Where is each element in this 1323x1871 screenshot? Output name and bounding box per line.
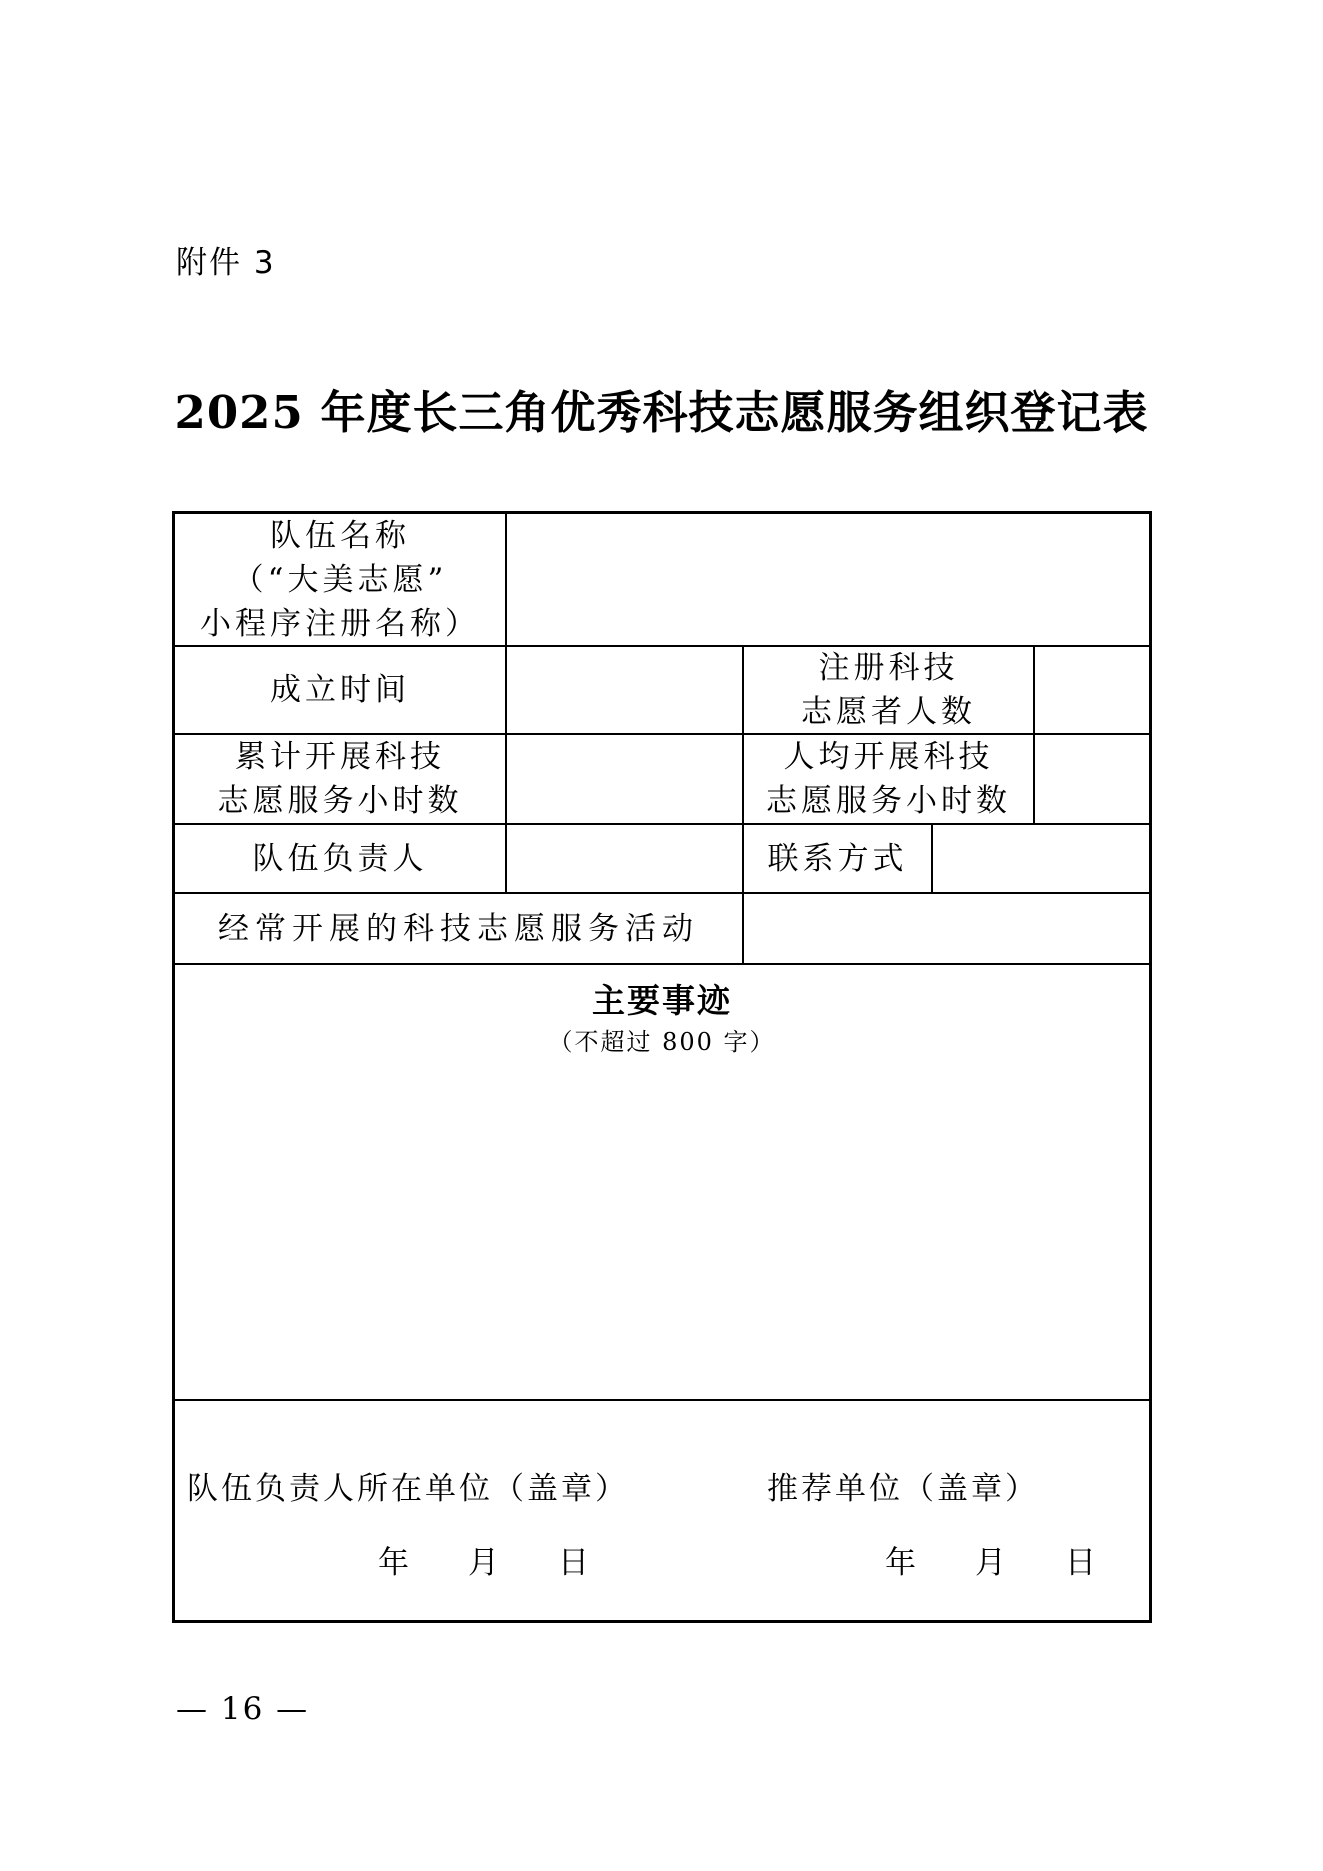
signature-row bbox=[175, 1401, 1149, 1620]
per-capita-hours-label-line2: 志愿服务小时数 bbox=[766, 783, 1011, 819]
per-capita-hours-label-line1: 人均开展科技 bbox=[783, 739, 994, 775]
team-leader-value-cell bbox=[507, 825, 744, 892]
total-hours-value-cell bbox=[507, 735, 744, 823]
leader-contact-row bbox=[175, 825, 1149, 894]
registered-volunteers-value-cell bbox=[1035, 647, 1149, 733]
leader-unit-date-blank: 年 月 日 bbox=[378, 1545, 603, 1581]
total-hours-label-line2: 志愿服务小时数 bbox=[217, 783, 463, 819]
registered-volunteers-label-cell bbox=[744, 647, 1035, 733]
team-name-value-cell bbox=[507, 514, 1149, 645]
per-capita-hours-value-cell bbox=[1035, 735, 1149, 823]
founding-time-row bbox=[175, 647, 1149, 735]
team-name-row bbox=[175, 514, 1149, 647]
contact-value-cell bbox=[933, 825, 1149, 892]
team-name-label-line2: （“大美志愿” bbox=[232, 561, 448, 598]
founding-time-label-cell: 成立时间 bbox=[175, 647, 507, 733]
leader-unit-seal-label: 队伍负责人所在单位（盖章） bbox=[187, 1471, 629, 1507]
founding-time-value-cell bbox=[507, 647, 744, 733]
per-capita-hours-label-cell bbox=[744, 735, 1035, 823]
recommending-unit-date-blank: 年 月 日 bbox=[885, 1545, 1110, 1581]
recommending-unit-seal-label: 推荐单位（盖章） bbox=[767, 1471, 1039, 1507]
contact-label-cell: 联系方式 bbox=[744, 825, 933, 892]
service-hours-row bbox=[175, 735, 1149, 825]
team-leader-label-cell: 队伍负责人 bbox=[175, 825, 507, 892]
page-title: 2025 年度长三角优秀科技志愿服务组织登记表 bbox=[174, 386, 1149, 439]
regular-activities-value-cell bbox=[744, 894, 1149, 963]
regular-activities-row bbox=[175, 894, 1149, 965]
signature-cell bbox=[175, 1401, 1149, 1620]
team-name-label-line3: 小程序注册名称） bbox=[200, 605, 480, 642]
main-deeds-title: 主要事迹 bbox=[592, 981, 732, 1020]
page-number: — 16 — bbox=[176, 1691, 310, 1727]
team-name-label-cell bbox=[175, 514, 507, 645]
main-deeds-note: （不超过 800 字） bbox=[548, 1028, 776, 1056]
regular-activities-label-cell: 经常开展的科技志愿服务活动 bbox=[175, 894, 744, 963]
registered-volunteers-label-line1: 注册科技 bbox=[818, 650, 959, 686]
total-hours-label-line1: 累计开展科技 bbox=[235, 739, 445, 775]
total-hours-label-cell bbox=[175, 735, 507, 823]
registration-table bbox=[172, 511, 1152, 1623]
main-deeds-row bbox=[175, 965, 1149, 1401]
main-deeds-cell bbox=[175, 965, 1149, 1399]
attachment-label: 附件 3 bbox=[176, 245, 276, 281]
registered-volunteers-label-line2: 志愿者人数 bbox=[801, 694, 976, 730]
team-name-label-line1: 队伍名称 bbox=[270, 517, 410, 554]
